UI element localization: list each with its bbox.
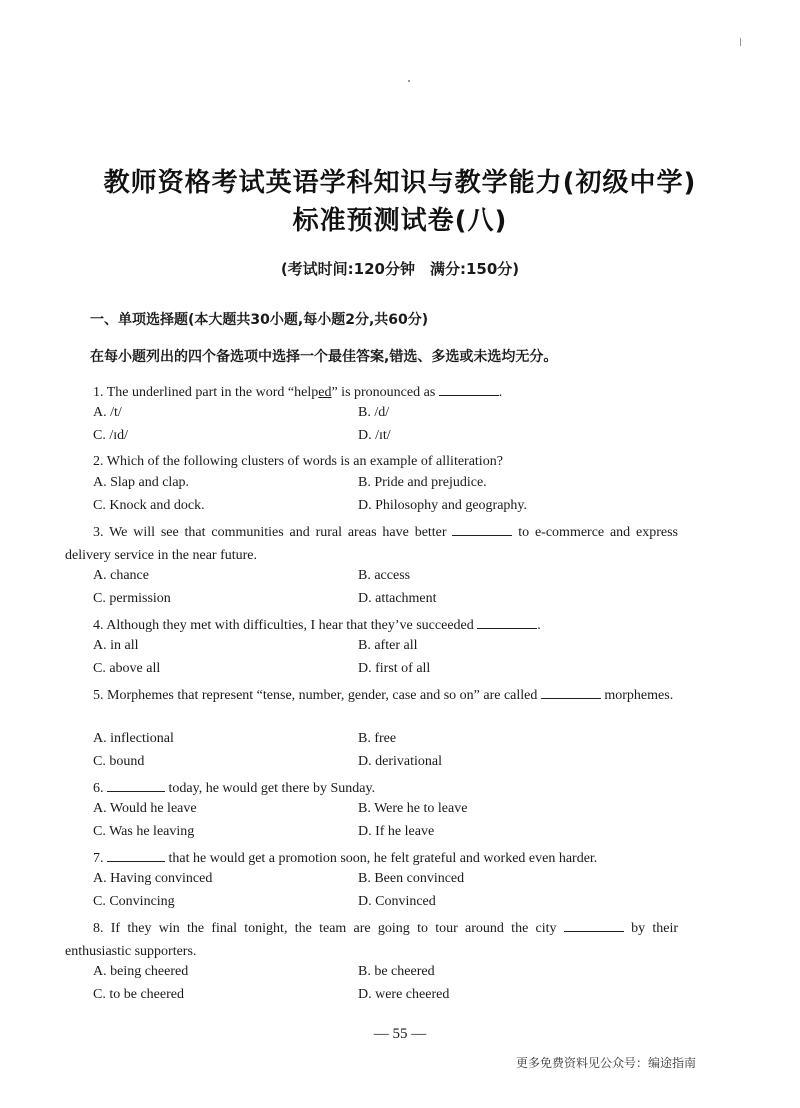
option-d: D. If he leave — [358, 824, 435, 839]
question-6 — [65, 776, 678, 800]
scan-speck — [740, 38, 741, 46]
option-a: A. Slap and clap. — [93, 475, 190, 490]
option-c: C. permission — [93, 591, 171, 606]
option-b: B. after all — [358, 638, 418, 653]
option-d: D. /ɪt/ — [358, 428, 391, 443]
option-b: B. /d/ — [358, 405, 390, 420]
option-a: A. Would he leave — [93, 801, 197, 816]
question-text: to e-commerce and express delivery service in the near future. — [65, 525, 679, 563]
option-c: C. above all — [93, 661, 161, 676]
option-c: C. /ɪd/ — [93, 428, 129, 443]
question-text: . — [537, 618, 541, 633]
option-b: B. Were he to leave — [358, 801, 468, 816]
answer-blank — [439, 380, 499, 396]
question-3 — [65, 520, 678, 567]
option-a: A. /t/ — [93, 405, 122, 420]
option-b: B. Been convinced — [358, 871, 465, 886]
question-text: 7. — [93, 851, 107, 866]
question-2: 2. Which of the following clusters of words is an example of alliteration? — [93, 454, 503, 469]
option-c: C. bound — [93, 754, 145, 769]
document-title-line-2: 标准预测试卷(八) — [292, 206, 508, 236]
answer-blank — [564, 916, 624, 932]
scan-speck — [408, 80, 410, 82]
underlined-part: ed — [318, 385, 332, 400]
question-7 — [65, 846, 678, 870]
question-4 — [65, 613, 678, 637]
option-d: D. attachment — [358, 591, 437, 606]
option-c: C. Knock and dock. — [93, 498, 205, 513]
question-text: morphemes. — [600, 688, 674, 703]
question-word: help — [294, 385, 319, 400]
question-text: 3. We will see that communities and rural areas have better — [93, 525, 453, 540]
question-text: 1. The underlined part in the word “ — [93, 385, 295, 400]
answer-blank — [477, 613, 537, 629]
question-text: . — [498, 385, 503, 400]
question-text: 6. — [93, 781, 107, 796]
question-text: ” is pronounced as — [331, 385, 439, 400]
answer-blank — [107, 776, 165, 792]
option-a: A. being cheered — [93, 964, 189, 979]
exam-info: (考试时间:120分钟 满分:150分) — [280, 260, 520, 278]
option-a: A. inflectional — [93, 731, 174, 746]
option-b: B. be cheered — [358, 964, 435, 979]
option-d: D. first of all — [358, 661, 431, 676]
option-d: D. Convinced — [358, 894, 436, 909]
section-instruction: 在每小题列出的四个备选项中选择一个最佳答案,错选、多选或未选均无分。 — [90, 349, 558, 365]
option-b: B. free — [358, 731, 397, 746]
section-heading: 一、单项选择题(本大题共30小题,每小题2分,共60分) — [90, 312, 429, 328]
option-d: D. derivational — [358, 754, 442, 769]
page-number: — 55 — — [373, 1026, 427, 1042]
option-a: A. chance — [93, 568, 149, 583]
question-text: 8. If they win the final tonight, the team are going to tour around the city — [93, 921, 564, 936]
option-c: C. to be cheered — [93, 987, 184, 1002]
footer-note: 更多免费资料见公众号：编途指南 — [515, 1056, 696, 1070]
answer-blank — [541, 683, 601, 699]
question-5 — [65, 683, 678, 707]
document-title-line-1: 教师资格考试英语学科知识与教学能力(初级中学) — [103, 168, 697, 198]
option-d: D. were cheered — [358, 987, 450, 1002]
option-b: B. Pride and prejudice. — [358, 475, 487, 490]
question-text: by their enthusiastic supporters. — [65, 921, 678, 959]
option-b: B. access — [358, 568, 411, 583]
question-8 — [65, 916, 678, 963]
answer-blank — [107, 846, 165, 862]
question-text: that he would get a promotion soon, he felt grateful and worked even harder. — [165, 851, 598, 866]
answer-blank — [452, 520, 512, 536]
option-a: A. Having convinced — [93, 871, 213, 886]
question-text: today, he would get there by Sunday. — [165, 781, 376, 796]
option-d: D. Philosophy and geography. — [358, 498, 528, 513]
question-1 — [65, 380, 678, 404]
option-a: A. in all — [93, 638, 139, 653]
option-c: C. Was he leaving — [93, 824, 195, 839]
question-text: 5. Morphemes that represent “tense, number, gender, case and so on” are called — [93, 688, 541, 703]
option-c: C. Convincing — [93, 894, 175, 909]
question-text: 4. Although they met with difficulties, I hear that they’ve succeeded — [93, 618, 478, 633]
